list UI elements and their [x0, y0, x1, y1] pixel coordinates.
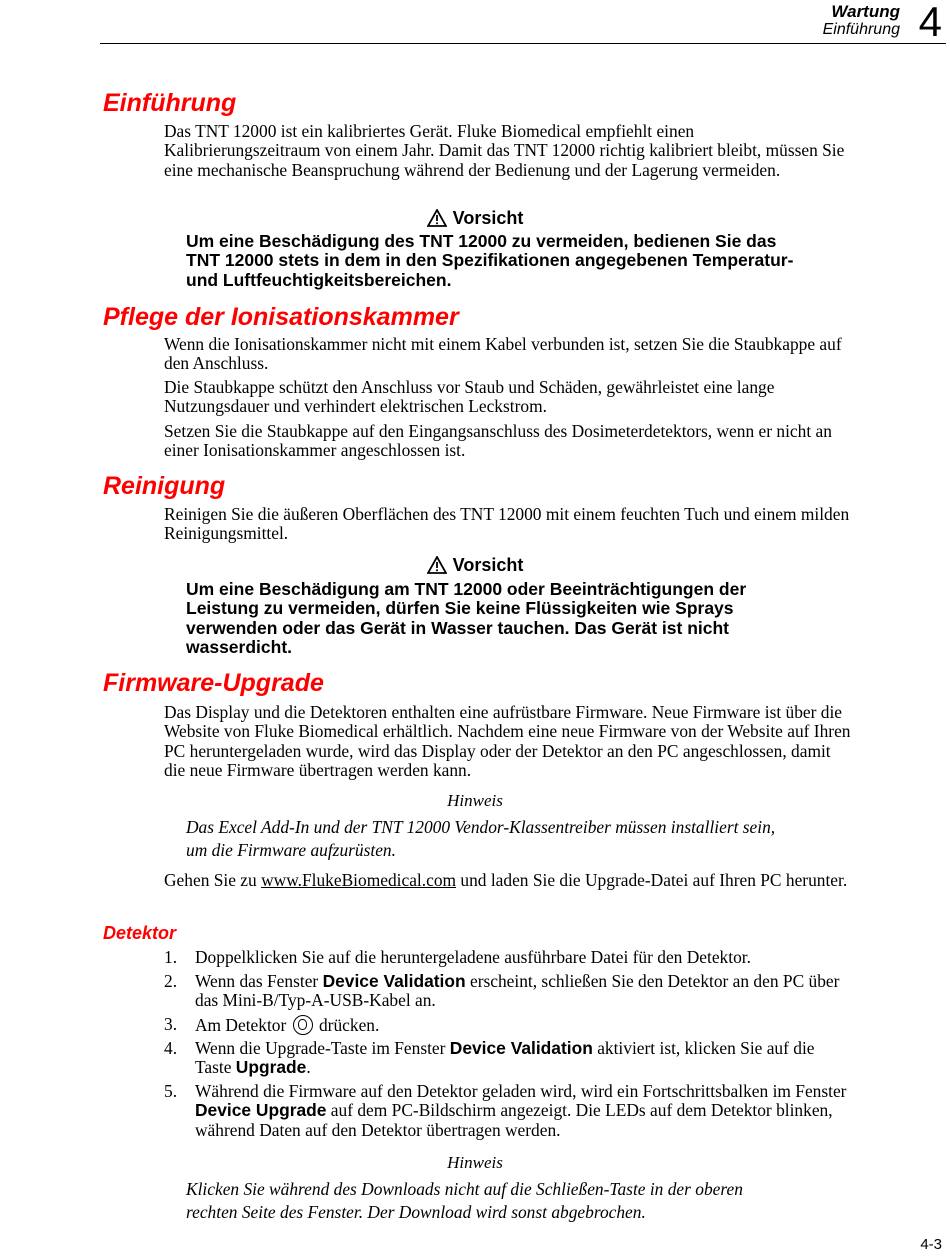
subsection-heading-detector: Detektor: [103, 923, 177, 943]
step-text: [195, 972, 850, 1011]
firmware-paragraph: Das Display und die Detektoren enthalten eine aufrüstbare Firmware. Neue Firmware ist über die Website von Fluke Biomedical erhältlich. Nachdem eine neue Firmware von der Website auf Ihren PC heruntergeladen wurde, wird das Display oder der Detektor an den PC angeschlossen, damit die neue Firmware übertragen werden kann.: [164, 702, 851, 781]
goto-suffix: und laden Sie die Upgrade-Datei auf Ihren PC herunter.: [456, 870, 848, 890]
step-text: [195, 1082, 850, 1140]
step-text-pre: Am Detektor: [195, 1015, 291, 1035]
step-number: 4.: [164, 1038, 178, 1058]
header-rule: [100, 43, 946, 44]
step-text: [195, 1039, 850, 1078]
warning-triangle-icon: [427, 556, 447, 574]
page-number: 4-3: [920, 1236, 942, 1253]
caution-label: Vorsicht: [452, 208, 524, 228]
section-heading-intro: Einführung: [103, 89, 237, 117]
note-heading-detector: Hinweis: [447, 1153, 503, 1172]
running-header-subtitle: Einführung: [822, 21, 900, 38]
goto-prefix: Gehen Sie zu: [164, 870, 262, 890]
step-text: [195, 1015, 850, 1035]
clean-paragraph: Reinigen Sie die äußeren Oberflächen des TNT 12000 mit einem feuchten Tuch und einem milden Reinigungsmittel.: [164, 504, 850, 544]
note-heading-firmware: Hinweis: [447, 791, 503, 810]
ui-label-upgrade: Upgrade: [235, 1057, 307, 1078]
power-button-icon: [293, 1015, 313, 1035]
step-text-post: .: [306, 1057, 311, 1078]
step-text-mid: aktiviert ist, klicken Sie auf die Taste: [195, 1038, 815, 1078]
step-text-post: drücken.: [314, 1015, 380, 1035]
section-heading-firmware-upgrade: Firmware-Upgrade: [103, 669, 324, 697]
step-number: 1.: [164, 947, 178, 967]
step-text-pre: Wenn die Upgrade-Taste im Fenster: [195, 1038, 450, 1058]
ui-label-device-validation: Device Validation: [449, 1038, 593, 1058]
caution-heading-cleaning: [0, 554, 950, 576]
section-heading-cleaning: Reinigung: [103, 472, 226, 500]
ion-paragraph-1: Wenn die Ionisationskammer nicht mit einem Kabel verbunden ist, setzen Sie die Staubkappe auf den Anschluss.: [164, 334, 842, 374]
step-text-pre: Während die Firmware auf den Detektor geladen wird, wird ein Fortschrittsbalken im Fenster: [195, 1081, 847, 1101]
ui-label-device-validation: Device Validation: [322, 971, 466, 991]
step-text: Doppelklicken Sie auf die heruntergeladene ausführbare Datei für den Detektor.: [195, 947, 751, 967]
ui-label-device-upgrade: Device Upgrade: [195, 1100, 327, 1121]
step-number: 5.: [164, 1081, 178, 1101]
fluke-biomedical-link[interactable]: www.FlukeBiomedical.com: [261, 870, 457, 890]
ion-paragraph-2: Die Staubkappe schützt den Anschluss vor Staub und Schäden, gewährleistet eine lange Nutzungsdauer und verhindert elektrischen Leckstrom.: [164, 377, 775, 417]
section-heading-ionization-chamber: Pflege der Ionisationskammer: [103, 303, 459, 331]
caution-heading-intro: [0, 207, 950, 229]
step-text-post: erscheint, schließen Sie den Detektor an den PC über das Mini-B/Typ-A-USB-Kabel an.: [195, 971, 840, 1011]
chapter-number: 4: [918, 0, 942, 45]
step-number: 2.: [164, 971, 178, 991]
step-text-post: auf dem PC-Bildschirm angezeigt. Die LEDs auf dem Detektor blinken, während Daten auf den Detektor übertragen werden.: [195, 1100, 833, 1140]
caution-text-cleaning: Um eine Beschädigung am TNT 12000 oder Beeinträchtigungen der Leistung zu vermeiden, dürfen Sie keine Flüssigkeiten wie Sprays verwenden oder das Gerät in Wasser tauchen. Das Gerät ist nicht wasserdicht.: [186, 579, 747, 657]
step-text-pre: Wenn das Fenster: [195, 971, 323, 991]
caution-label: Vorsicht: [452, 555, 524, 575]
ion-paragraph-3: Setzen Sie die Staubkappe auf den Eingangsanschluss des Dosimeterdetektors, wenn er nicht an einer Ionisationskammer angeschlossen ist.: [164, 421, 832, 461]
note-text-detector: Klicken Sie während des Downloads nicht auf die Schließen-Taste in der oberen rechten Seite des Fenster. Der Download wird sonst abgebrochen.: [186, 1179, 743, 1222]
intro-paragraph: Das TNT 12000 ist ein kalibriertes Gerät. Fluke Biomedical empfiehlt einen Kalibrierungszeitraum von einem Jahr. Damit das TNT 12000 richtig kalibriert bleibt, müssen Sie eine mechanische Beanspruchung während der Bedienung und der Lagerung vermeiden.: [164, 121, 845, 180]
caution-text-intro: Um eine Beschädigung des TNT 12000 zu vermeiden, bedienen Sie das TNT 12000 stets in dem in den Spezifikationen angegebenen Temperatur- und Luftfeuchtigkeitsbereichen.: [186, 231, 794, 290]
note-text-firmware: Das Excel Add-In und der TNT 12000 Vendor-Klassentreiber müssen installiert sein, um die Firmware aufzurüsten.: [186, 817, 776, 860]
goto-website-paragraph: [164, 871, 854, 890]
running-header-title: Wartung: [831, 2, 900, 21]
warning-triangle-icon: [427, 209, 447, 227]
step-number: 3.: [164, 1014, 178, 1034]
